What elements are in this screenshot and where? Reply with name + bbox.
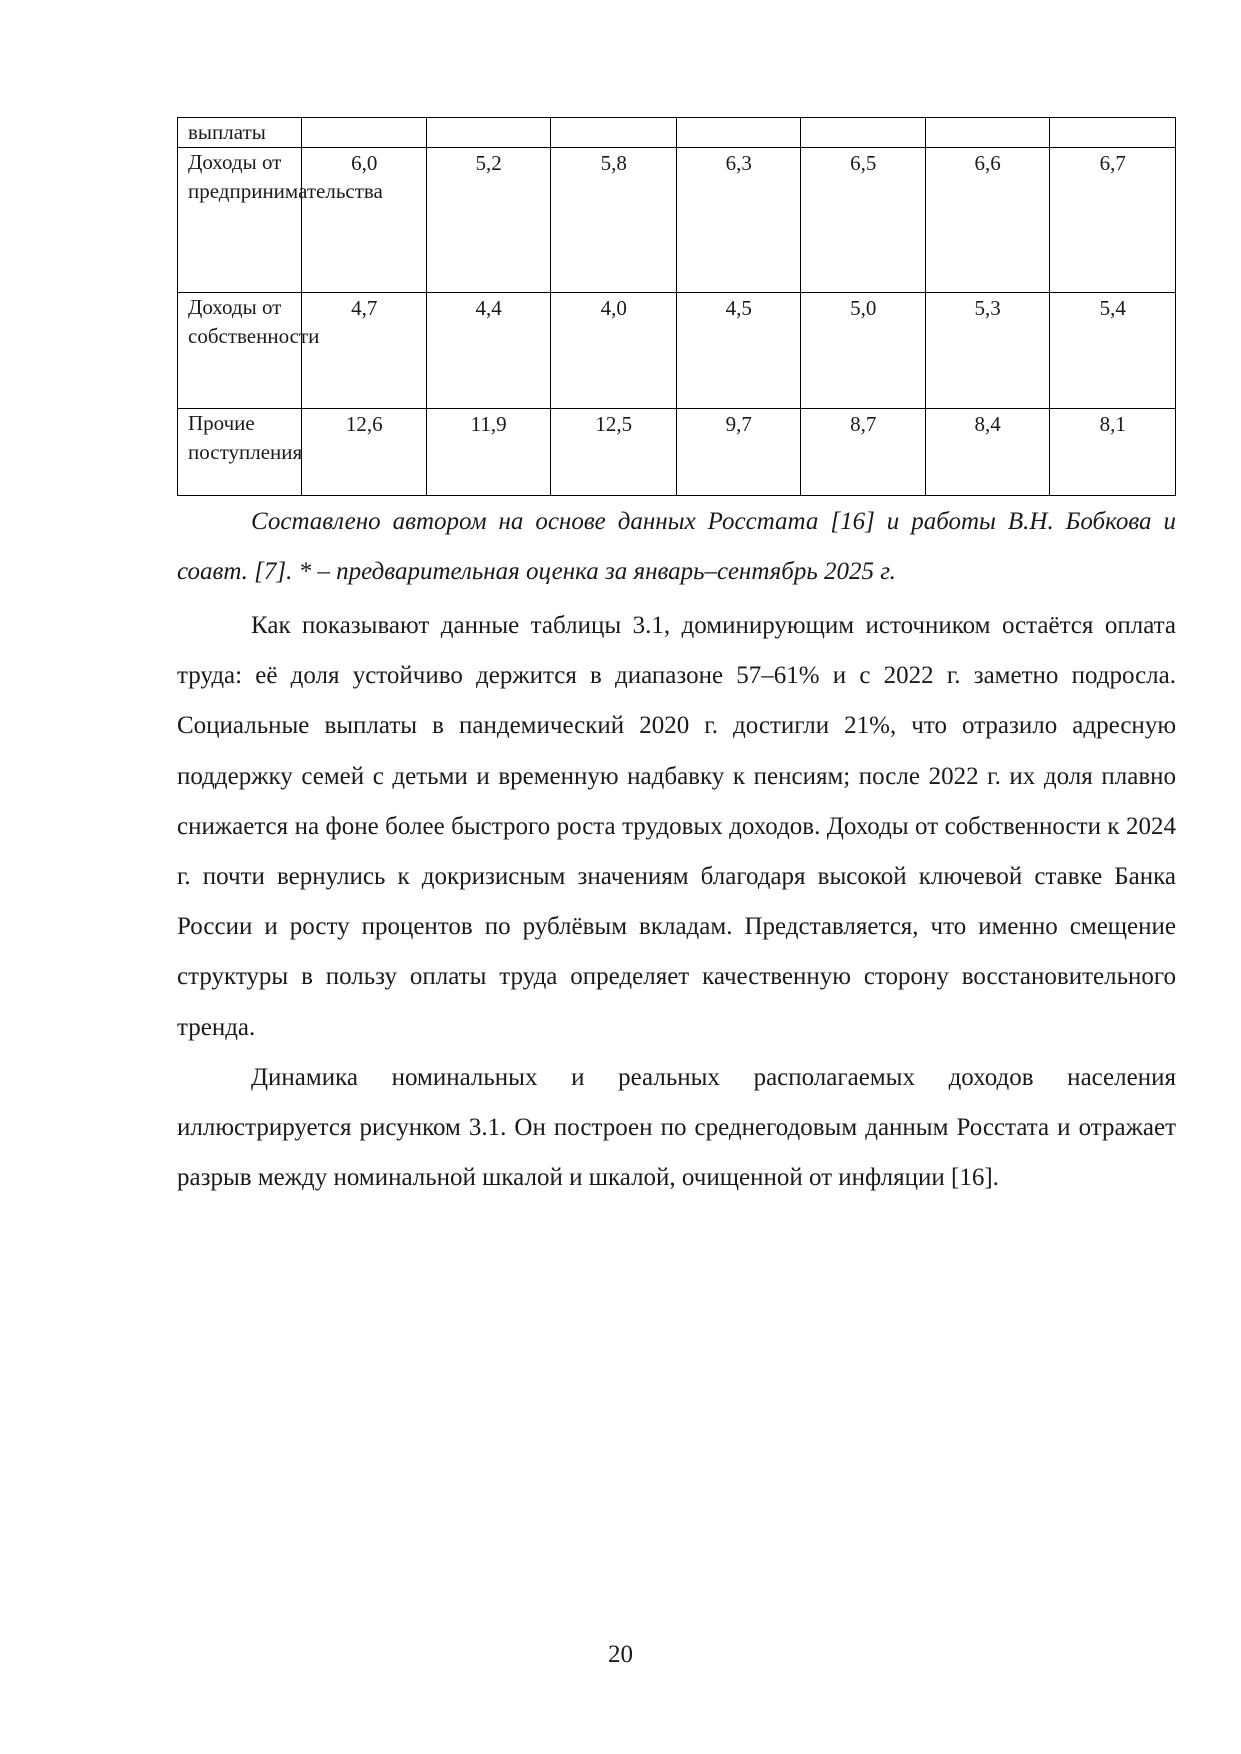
table-cell bbox=[551, 118, 677, 148]
table-cell: 6,3 bbox=[676, 148, 800, 293]
table-row bbox=[178, 148, 1176, 293]
table-source-note: Составлено автором на основе данных Росстата [16] и работы В.Н. Бобкова и соавт. [7]. * – предварительная оценка за январь–сентябрь 2025 г. bbox=[177, 508, 1176, 585]
table-row bbox=[178, 409, 1176, 496]
row-label: Доходы от собственности bbox=[178, 293, 302, 409]
row-label: Прочие поступления bbox=[178, 409, 302, 496]
table-cell: 5,3 bbox=[925, 293, 1049, 409]
table-row bbox=[178, 118, 1176, 148]
table-cell: 4,5 bbox=[676, 293, 800, 409]
table-cell: 4,7 bbox=[302, 293, 426, 409]
table-cell bbox=[302, 118, 426, 148]
table-cell: 4,0 bbox=[551, 293, 677, 409]
table-cell: 9,7 bbox=[676, 409, 800, 496]
table-cell bbox=[801, 118, 925, 148]
table-cell: 8,7 bbox=[801, 409, 925, 496]
table-cell: 5,8 bbox=[551, 148, 677, 293]
table-cell: 6,0 bbox=[302, 148, 426, 293]
paragraph: Динамика номинальных и реальных располагаемых доходов населения иллюстрируется рисунком 3.1. Он построен по среднегодовым данным Росстата и отражает разрыв между номинальной шкалой и шкалой, очищенной от инфляции [16]. bbox=[177, 1063, 1176, 1192]
table-cell: 12,6 bbox=[302, 409, 426, 496]
table-cell bbox=[1050, 118, 1176, 148]
table-cell: 8,1 bbox=[1050, 409, 1176, 496]
page-number: 20 bbox=[608, 1641, 633, 1668]
paragraph: Как показывают данные таблицы 3.1, доминирующим источником остаётся оплата труда: её доля устойчиво держится в диапазоне 57–61% и с 2022 г. заметно подросла. Социальные выплаты в пандемический 2020 г. достигли 21%, что отразило адресную поддержку семей с детьми и временную надбавку к пенсиям; после 2022 г. их доля плавно снижается на фоне более быстрого роста трудовых доходов. Доходы от собственности к 2024 г. почти вернулись к докризисным значениям благодаря высокой ключевой ставке Банка России и росту процентов по рублёвым вкладам. Представляется, что именно смещение структуры в пользу оплаты труда определяет качественную сторону восстановительного тренда. bbox=[177, 612, 1176, 1041]
table-cell bbox=[676, 118, 800, 148]
table-cell: 5,2 bbox=[426, 148, 550, 293]
table-cell: 5,4 bbox=[1050, 293, 1176, 409]
table-cell: 6,6 bbox=[925, 148, 1049, 293]
row-label: Доходы от предпринимательства bbox=[178, 148, 302, 293]
table-cell: 11,9 bbox=[426, 409, 550, 496]
row-label: выплаты bbox=[178, 118, 302, 148]
table-cell: 6,7 bbox=[1050, 148, 1176, 293]
table-row bbox=[178, 293, 1176, 409]
table-cell: 12,5 bbox=[551, 409, 677, 496]
table-cell: 4,4 bbox=[426, 293, 550, 409]
body-text bbox=[177, 601, 1176, 1203]
table-cell bbox=[426, 118, 550, 148]
income-structure-table-continued bbox=[177, 117, 1176, 496]
table-cell: 8,4 bbox=[925, 409, 1049, 496]
table-cell bbox=[925, 118, 1049, 148]
table-cell: 6,5 bbox=[801, 148, 925, 293]
table-cell: 5,0 bbox=[801, 293, 925, 409]
